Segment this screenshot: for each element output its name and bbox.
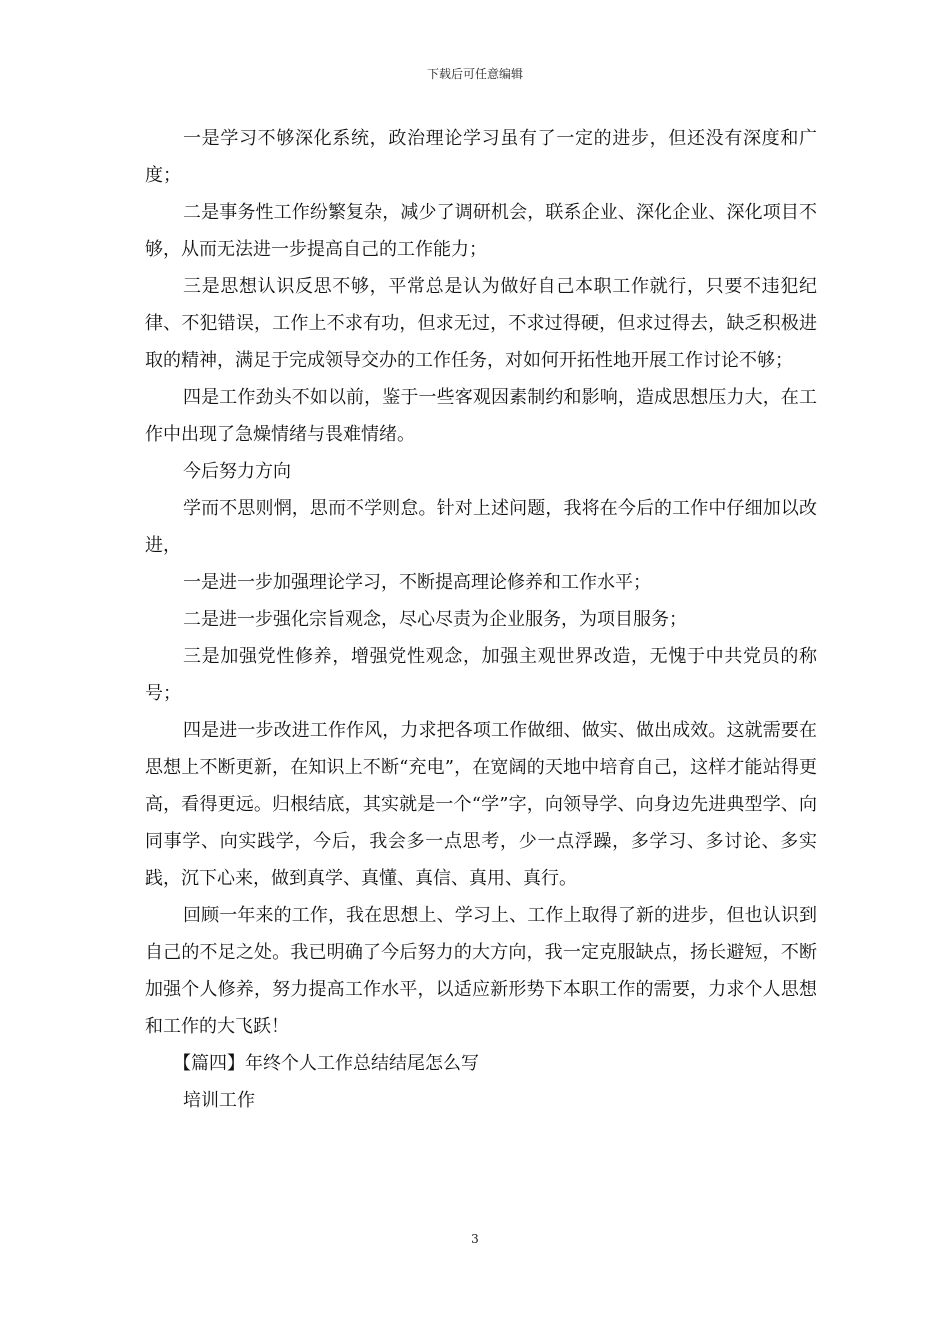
- paragraph-intro-improvement: 学而不思则惘，思而不学则怠。针对上述问题，我将在今后的工作中仔细加以改进，: [145, 498, 817, 556]
- page-header: 下载后可任意编辑: [426, 67, 523, 81]
- paragraph-weakness-1: 一是学习不够深化系统，政治理论学习虽有了一定的进步，但还没有深度和广度；: [145, 128, 817, 186]
- paragraph-weakness-4: 四是工作劲头不如以前，鉴于一些客观因素制约和影响，造成思想压力大，在工作中出现了急燥情绪与畏难情绪。: [145, 387, 817, 445]
- page-number: 3: [471, 1232, 479, 1246]
- document-body: [145, 120, 817, 1119]
- paragraph-improvement-2: 二是进一步强化宗旨观念，尽心尽责为企业服务，为项目服务；: [183, 609, 687, 630]
- paragraph-improvement-3: 三是加强党性修养，增强党性观念，加强主观世界改造，无愧于中共党员的称号；: [145, 646, 817, 704]
- paragraph-improvement-1: 一是进一步加强理论学习，不断提高理论修养和工作水平；: [183, 572, 651, 593]
- paragraph-conclusion: 回顾一年来的工作，我在思想上、学习上、工作上取得了新的进步，但也认识到自己的不足之处。我已明确了今后努力的大方向，我一定克服缺点，扬长避短，不断加强个人修养，努力提高工作水平，以适应新形势下本职工作的需要，力求个人思想和工作的大飞跃！: [145, 905, 817, 1037]
- section-title-part-four: 【篇四】年终个人工作总结结尾怎么写: [173, 1053, 479, 1074]
- paragraph-weakness-3: 三是思想认识反思不够，平常总是认为做好自己本职工作就行，只要不违犯纪律、不犯错误，工作上不求有功，但求无过，不求过得硬，但求过得去，缺乏积极进取的精神，满足于完成领导交办的工作任务，对如何开拓性地开展工作讨论不够；: [145, 276, 817, 371]
- paragraph-improvement-4: 四是进一步改进工作作风，力求把各项工作做细、做实、做出成效。这就需要在思想上不断更新，在知识上不断“充电”，在宽阔的天地中培育自己，这样才能站得更高，看得更远。归根结底，其实就是一个“学”字，向领导学、向身边先进典型学、向同事学、向实践学，今后，我会多一点思考，少一点浮躁，多学习、多讨论、多实践，沉下心来，做到真学、真懂、真信、真用、真行。: [145, 720, 817, 889]
- paragraph-weakness-2: 二是事务性工作纷繁复杂，减少了调研机会，联系企业、深化企业、深化项目不够，从而无法进一步提高自己的工作能力；: [145, 202, 817, 260]
- section-heading-future-direction: 今后努力方向: [183, 461, 291, 482]
- section-heading-training: 培训工作: [183, 1090, 255, 1111]
